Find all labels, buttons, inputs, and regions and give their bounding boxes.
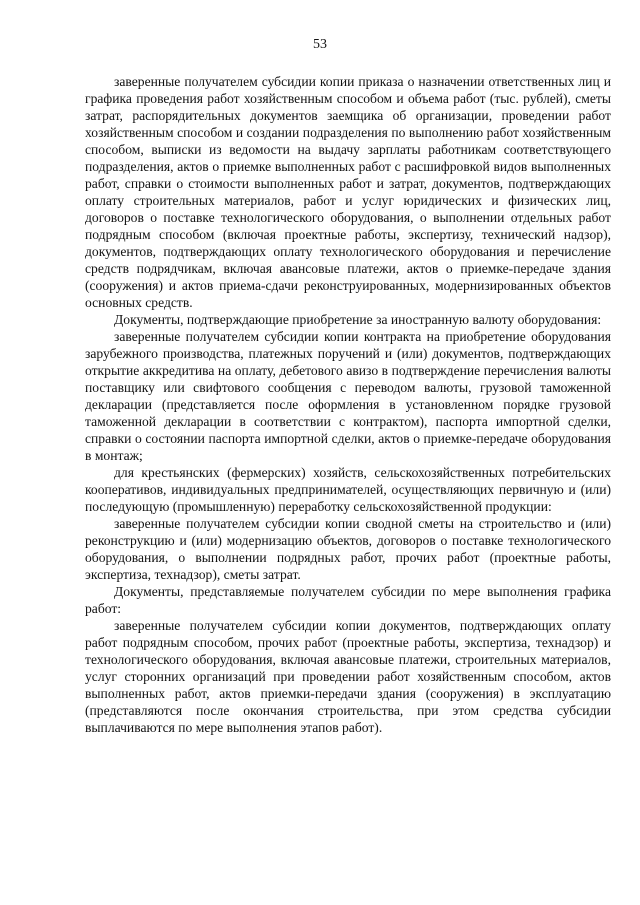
paragraph-payment-documents: заверенные получателем субсидии копии документов, подтверждающих оплату работ подрядным способом, прочих работ (проектные работы, экспертиза, технадзор) и технологического оборудования, включая авансовые платежи, строительных материалов, услуг сторонних организаций при проведении работ хозяйственным способом, актов выполненных работ, актов приемки-передачи здания (сооружения) в эксплуатацию (представляются после окончания строительства, при этом средства субсидии выплачиваются по мере выполнения этапов работ). — [85, 618, 611, 735]
paragraph-foreign-contract-documents: заверенные получателем субсидии копии контракта на приобретение оборудования зарубежного производства, платежных поручений и (или) документов, подтверждающих открытие аккредитива на оплату, дебетового авизо в подтверждение перечисления валюты поставщику или свифтового сообщения с переводом валюты, грузовой таможенной декларации (представляется после оформления в установленном порядке грузовой таможенной декларации в соответствии с контрактом), паспорта импортной сделки, справки о состоянии паспорта импортной сделки, актов о приемке-передаче оборудования в монтаж; — [85, 329, 611, 463]
paragraph-schedule-heading: Документы, представляемые получателем субсидии по мере выполнения графика работ: — [85, 584, 611, 616]
page-number: 53 — [313, 37, 327, 52]
paragraph-consolidated-estimate: заверенные получателем субсидии копии сводной сметы на строительство и (или) реконструкцию и (или) модернизацию объектов, договоров о поставке технологического оборудования, о выполнении подрядных работ, прочих работ (проектные работы, экспертиза, технадзор), сметы затрат. — [85, 516, 611, 582]
paragraph-foreign-currency-heading: Документы, подтверждающие приобретение за иностранную валюту оборудования: — [114, 312, 602, 327]
paragraph-farm-cooperatives: для крестьянских (фермерских) хозяйств, сельскохозяйственных потребительских кооперативов, индивидуальных предпринимателей, осуществляющих первичную и (или) последующую (промышленную) переработку сельскохозяйственной продукции: — [85, 465, 611, 514]
paragraph-contractor-documents: заверенные получателем субсидии копии приказа о назначении ответственных лиц и графика проведения работ хозяйственным способом и объема работ (тыс. рублей), сметы затрат, распорядительных документов заемщика об организации, проведении работ хозяйственным способом и создании подразделения по выполнению работ хозяйственным способом, выписки из ведомости на выдачу зарплаты работникам соответствующего подразделения, актов о приемке выполненных работ с расшифровкой видов выполненных работ, справки о стоимости выполненных работ и затрат, документов, подтверждающих оплату строительных материалов, работ и услуг юридических и физических лиц, договоров о поставке технологического оборудования, о выполнении отдельных работ подрядным способом (включая проектные работы, экспертизу, технический надзор), документов, подтверждающих оплату технологического оборудования и перечисление средств подрядчикам, включая авансовые платежи, актов о приемке-передаче здания (сооружения) и актов приема-сдачи реконструированных, модернизированных объектов основных средств. — [85, 74, 611, 310]
document-body — [85, 73, 611, 736]
